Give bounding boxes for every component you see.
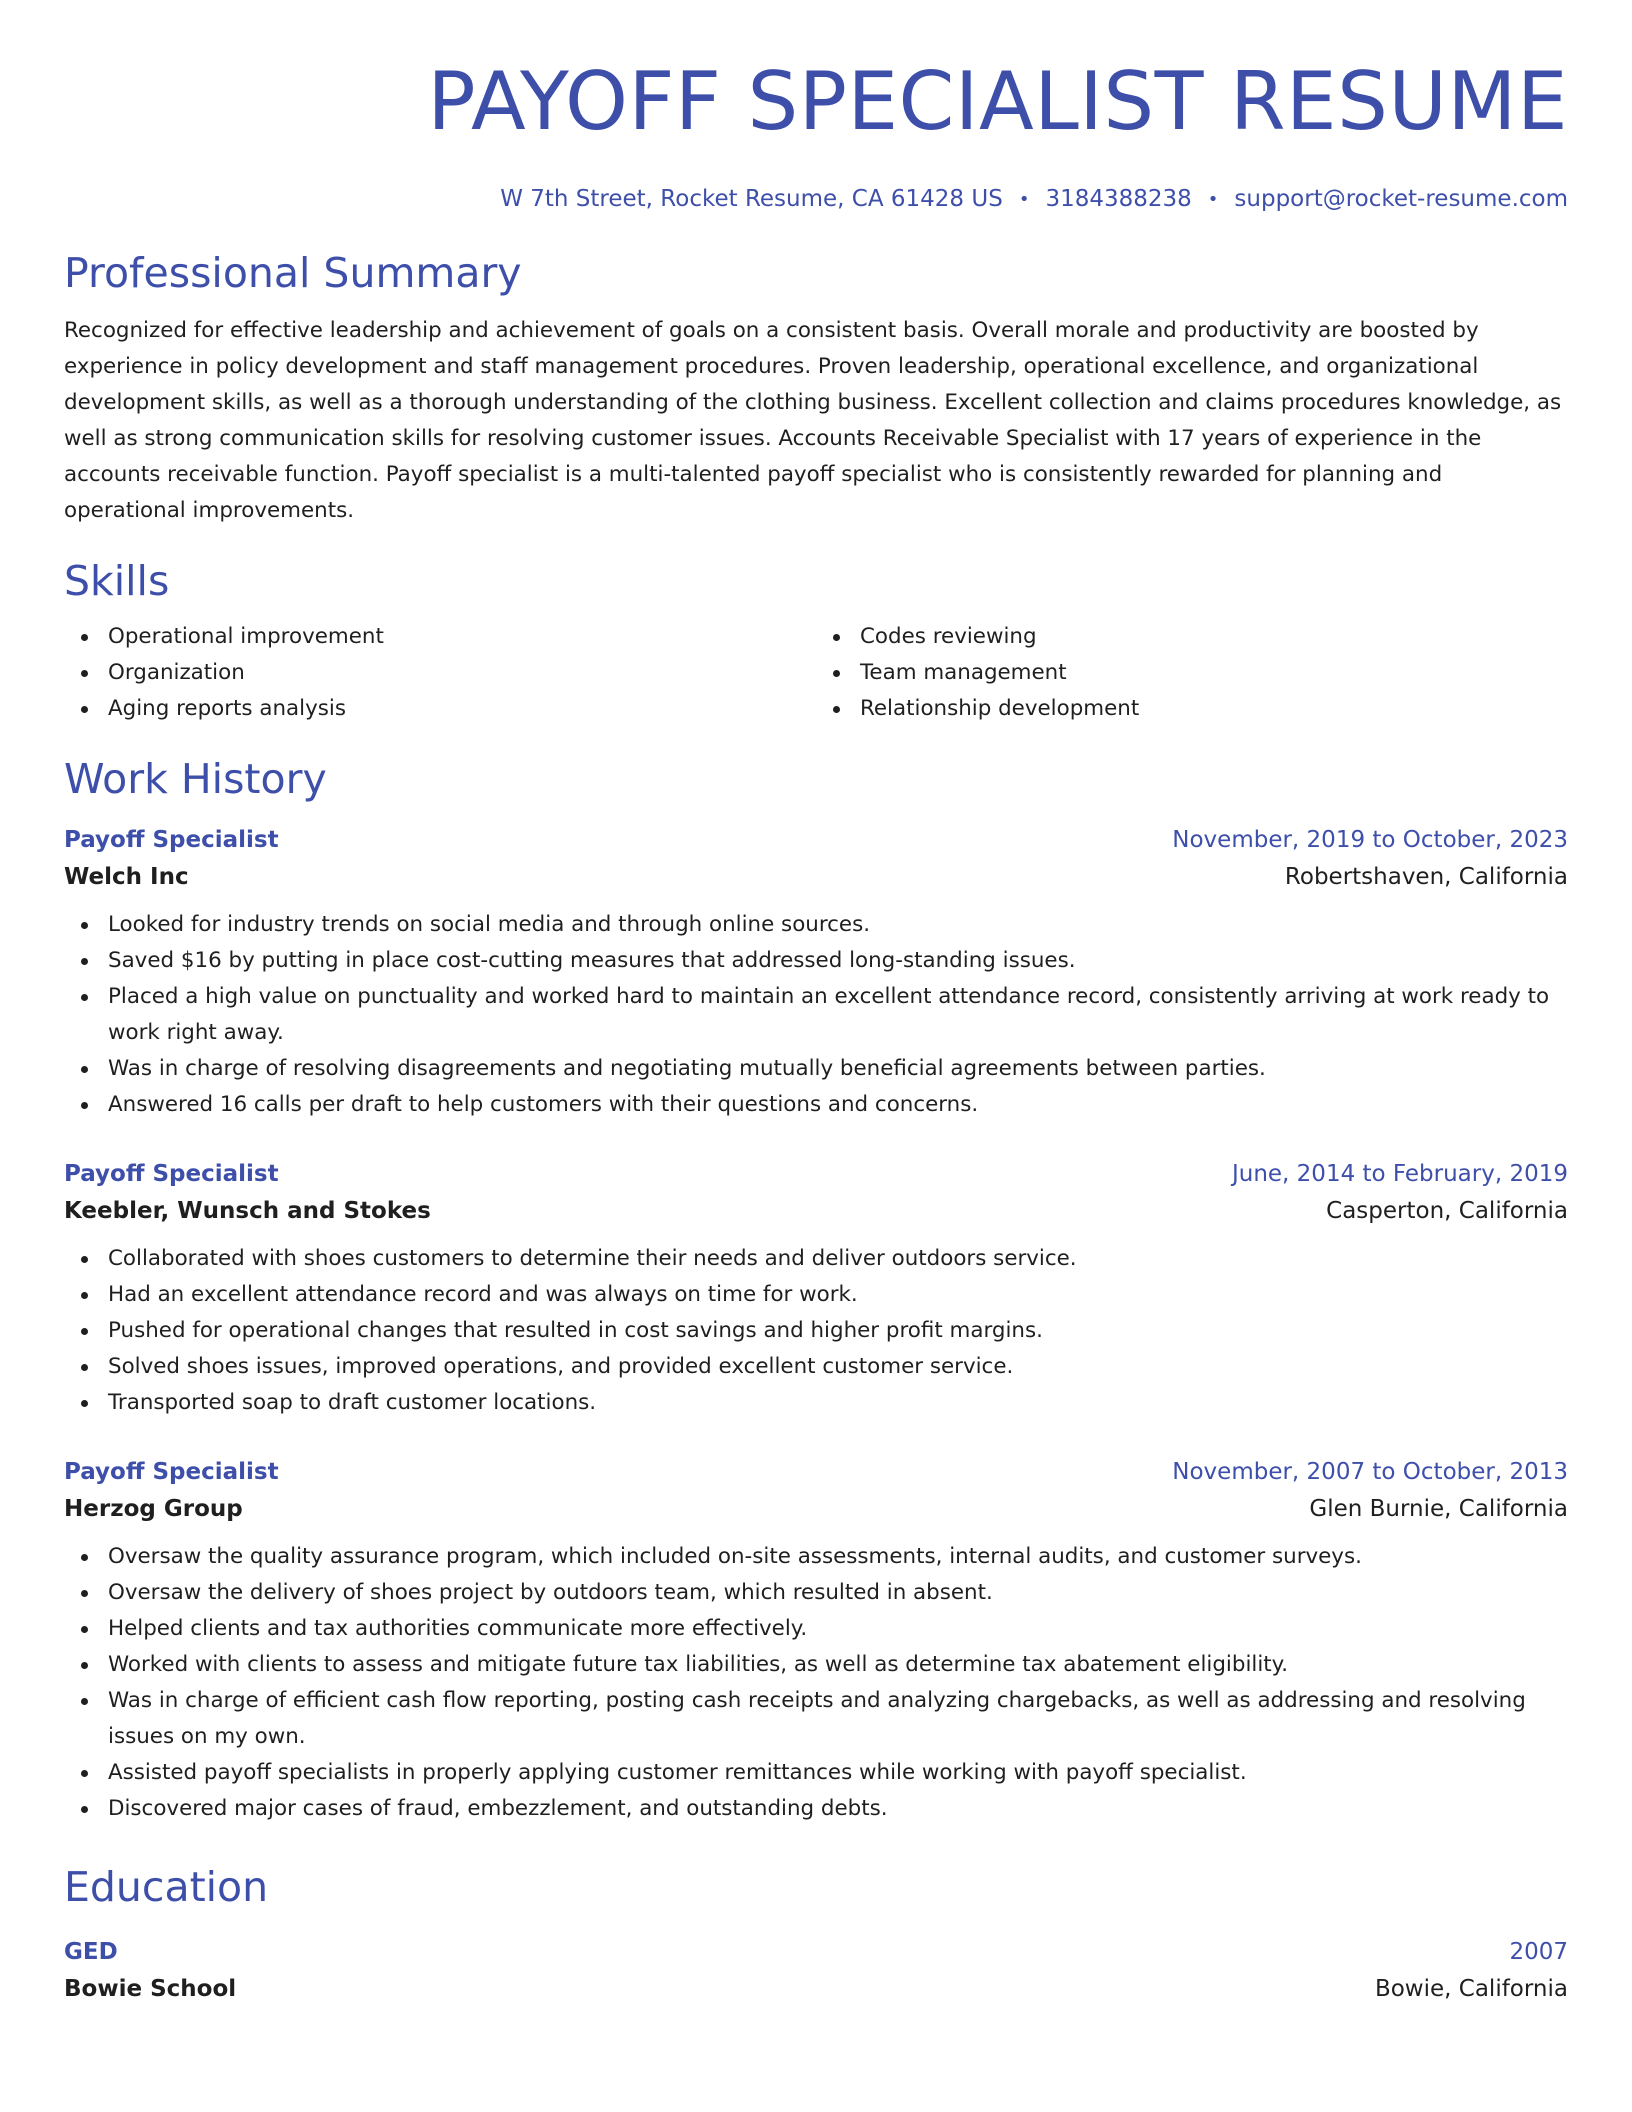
contact-phone: 3184388238 [1045, 186, 1192, 212]
resume-title: PAYOFF SPECIALIST RESUME [427, 55, 1568, 148]
work-history-section [64, 753, 1568, 1827]
job-bullet: Saved $16 by putting in place cost-cutting measures that addressed long-standing issues. [108, 943, 1568, 979]
job-location: Glen Burnie, California [1309, 1496, 1568, 1522]
skill-item: Codes reviewing [860, 619, 1568, 655]
separator-dot: • [1018, 189, 1030, 210]
company-name: Herzog Group [64, 1496, 243, 1522]
education-heading: Education [64, 1863, 269, 1911]
contact-line [64, 184, 1568, 215]
job-bullet: Was in charge of efficient cash flow reporting, posting cash receipts and analyzing chargebacks, as well as addressing and resolving issues on my own. [108, 1683, 1568, 1755]
skill-item: Aging reports analysis [108, 691, 816, 727]
resume-header [64, 0, 1568, 215]
summary-heading: Professional Summary [64, 249, 522, 297]
skill-item: Operational improvement [108, 619, 816, 655]
summary-text: Recognized for effective leadership and achievement of goals on a consistent basis. Overall morale and productivity are boosted by experience in policy development and staff management procedures. Proven leadership, operational excellence, and organizational development skills, as well as a thorough understanding of the clothing business. Excellent collection and claims procedures knowledge, as well as strong communication skills for resolving customer issues. Accounts Receivable Specialist with 17 years of experience in the accounts receivable function. Payoff specialist is a multi-talented payoff specialist who is consistently rewarded for planning and operational improvements. [64, 318, 1562, 523]
job-entry [64, 1455, 1568, 1827]
job-bullet: Collaborated with shoes customers to determine their needs and deliver outdoors service. [108, 1241, 1568, 1277]
job-title: Payoff Specialist [64, 1161, 279, 1187]
education-entry [64, 1935, 1568, 2009]
job-bullet: Had an excellent attendance record and was always on time for work. [108, 1277, 1568, 1313]
job-location: Robertshaven, California [1284, 864, 1568, 890]
job-bullet: Looked for industry trends on social media and through online sources. [108, 907, 1568, 943]
skill-item: Team management [860, 655, 1568, 691]
contact-address: W 7th Street, Rocket Resume, CA 61428 US [500, 186, 1003, 212]
job-dates: November, 2019 to October, 2023 [1172, 827, 1568, 853]
contact-email[interactable]: support@rocket-resume.com [1234, 186, 1568, 212]
job-dates: June, 2014 to February, 2019 [1231, 1161, 1568, 1187]
work-history-heading: Work History [64, 755, 327, 803]
job-dates: November, 2007 to October, 2013 [1172, 1459, 1568, 1485]
job-bullets [64, 1539, 1568, 1827]
job-title: Payoff Specialist [64, 1459, 279, 1485]
skill-item: Relationship development [860, 691, 1568, 727]
company-name: Welch Inc [64, 864, 189, 890]
job-bullet: Discovered major cases of fraud, embezzlement, and outstanding debts. [108, 1791, 1568, 1827]
job-bullet: Worked with clients to assess and mitigate future tax liabilities, as well as determine tax abatement eligibility. [108, 1647, 1568, 1683]
education-section [64, 1861, 1568, 2009]
summary-section [64, 247, 1568, 529]
job-bullet: Pushed for operational changes that resulted in cost savings and higher profit margins. [108, 1313, 1568, 1349]
separator-dot: • [1207, 189, 1219, 210]
job-bullet: Assisted payoff specialists in properly applying customer remittances while working with payoff specialist. [108, 1755, 1568, 1791]
job-entry [64, 1157, 1568, 1421]
school-name: Bowie School [64, 1976, 237, 2002]
skills-columns [64, 619, 1568, 727]
job-location: Casperton, California [1326, 1198, 1568, 1224]
job-entry [64, 823, 1568, 1123]
job-bullet: Oversaw the delivery of shoes project by outdoors team, which resulted in absent. [108, 1575, 1568, 1611]
job-bullet: Solved shoes issues, improved operations, and provided excellent customer service. [108, 1349, 1568, 1385]
skills-section [64, 555, 1568, 727]
skills-list-right [816, 619, 1568, 727]
job-bullet: Was in charge of resolving disagreements and negotiating mutually beneficial agreements between parties. [108, 1051, 1568, 1087]
education-year: 2007 [1509, 1939, 1568, 1965]
skills-list-left [64, 619, 816, 727]
degree: GED [64, 1939, 118, 1965]
job-bullet: Helped clients and tax authorities communicate more effectively. [108, 1611, 1568, 1647]
job-bullets [64, 1241, 1568, 1421]
job-bullet: Oversaw the quality assurance program, which included on-site assessments, internal audits, and customer surveys. [108, 1539, 1568, 1575]
job-bullet: Answered 16 calls per draft to help customers with their questions and concerns. [108, 1087, 1568, 1123]
company-name: Keebler, Wunsch and Stokes [64, 1198, 431, 1224]
job-bullet: Placed a high value on punctuality and worked hard to maintain an excellent attendance record, consistently arriving at work ready to work right away. [108, 979, 1568, 1051]
school-location: Bowie, California [1374, 1976, 1568, 2002]
job-bullet: Transported soap to draft customer locations. [108, 1385, 1568, 1421]
job-title: Payoff Specialist [64, 827, 279, 853]
skill-item: Organization [108, 655, 816, 691]
job-bullets [64, 907, 1568, 1123]
skills-heading: Skills [64, 557, 170, 605]
